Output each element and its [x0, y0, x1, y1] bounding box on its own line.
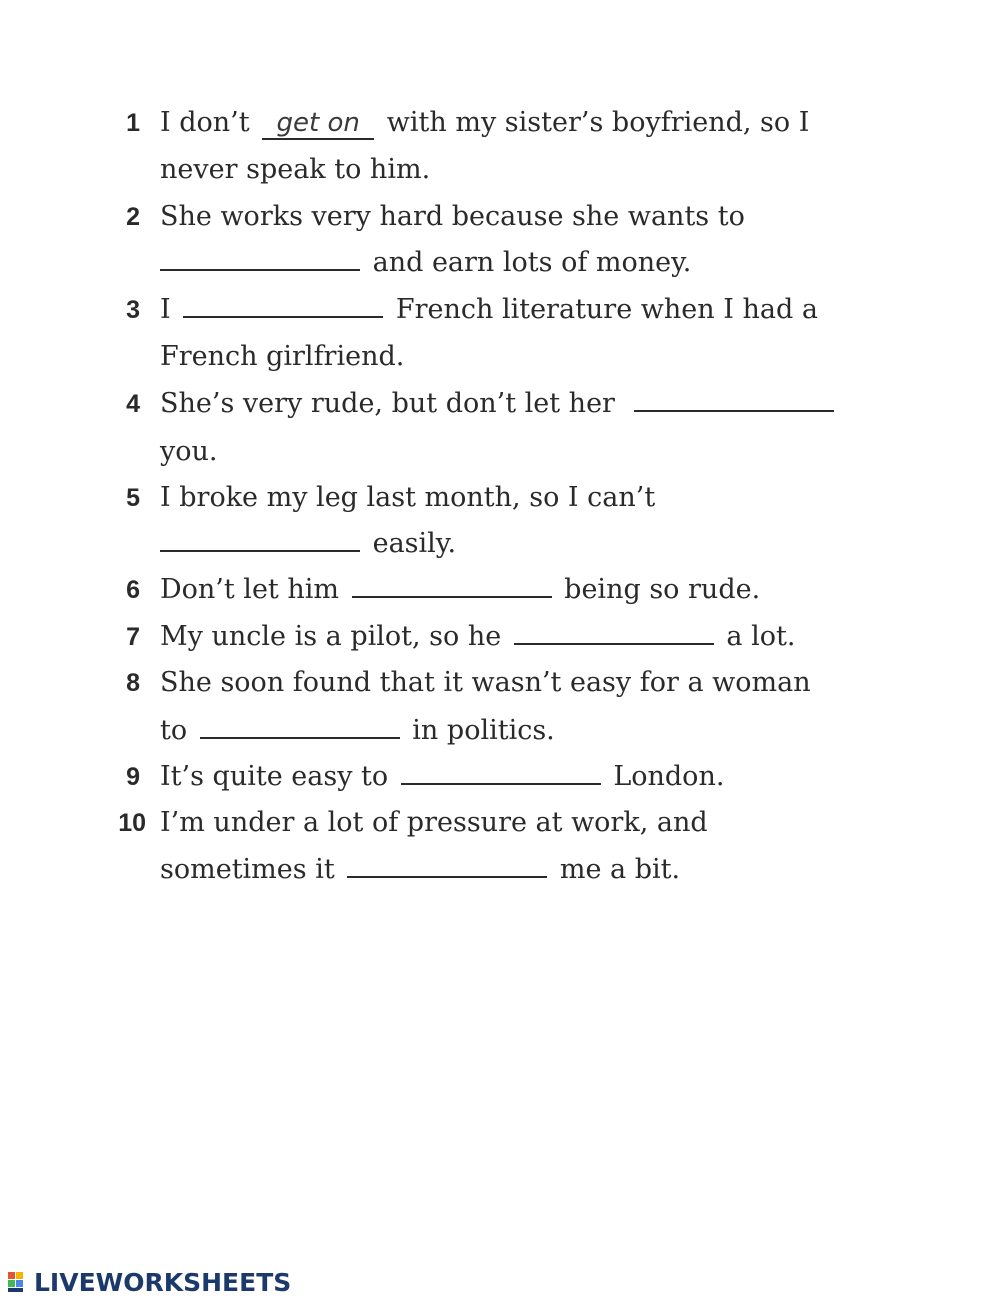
answer-blank-6[interactable]	[352, 574, 552, 598]
footer	[8, 1264, 291, 1300]
item-10-line-2: sometimes it me a bit.	[160, 854, 681, 885]
answer-blank-8[interactable]	[200, 715, 400, 739]
item-3-line-2: French girlfriend.	[160, 341, 405, 372]
item-1-line-1: I don’t get on with my sister’s boyfriend, so I	[160, 107, 810, 138]
liveworksheets-logo-icon	[8, 1270, 32, 1294]
answer-blank-2[interactable]	[160, 247, 360, 271]
item-number: 10	[118, 809, 146, 837]
item-number: 5	[126, 484, 140, 512]
item-number: 3	[126, 296, 140, 324]
item-1-line-2: never speak to him.	[160, 154, 431, 185]
item-8-line-2: to in politics.	[160, 715, 555, 746]
item-number: 8	[126, 669, 140, 697]
item-10-line-1: I’m under a lot of pressure at work, and	[160, 807, 708, 838]
item-3-line-1: I French literature when I had a	[160, 294, 818, 325]
item-number: 6	[126, 576, 140, 604]
answer-blank-10[interactable]	[347, 854, 547, 878]
item-number: 4	[126, 390, 140, 418]
item-4-line-2: you.	[160, 436, 218, 467]
item-4-line-1: She’s very rude, but don’t let her	[160, 381, 838, 427]
item-2-line-2: and earn lots of money.	[160, 240, 691, 286]
answer-blank-1[interactable]: get on	[262, 108, 374, 140]
answer-blank-5[interactable]	[160, 528, 360, 552]
item-7-line-1: My uncle is a pilot, so he a lot.	[160, 621, 796, 652]
item-number: 9	[126, 763, 140, 791]
item-8-line-1: She soon found that it wasn’t easy for a woman	[160, 667, 811, 698]
item-2-line-1: She works very hard because she wants to	[160, 201, 745, 232]
item-number: 7	[126, 623, 140, 651]
item-number: 1	[126, 109, 140, 137]
item-5-line-1: I broke my leg last month, so I can’t	[160, 482, 656, 513]
item-9-line-1: It’s quite easy to London.	[160, 761, 725, 792]
answer-blank-9[interactable]	[401, 761, 601, 785]
item-5-line-2: easily.	[160, 521, 456, 567]
item-6-line-1: Don’t let him being so rude.	[160, 574, 761, 605]
answer-blank-7[interactable]	[514, 621, 714, 645]
answer-blank-4[interactable]	[634, 388, 834, 412]
brand-name[interactable]: LIVEWORKSHEETS	[34, 1267, 292, 1297]
item-number: 2	[126, 203, 140, 231]
answer-blank-3[interactable]	[183, 294, 383, 318]
